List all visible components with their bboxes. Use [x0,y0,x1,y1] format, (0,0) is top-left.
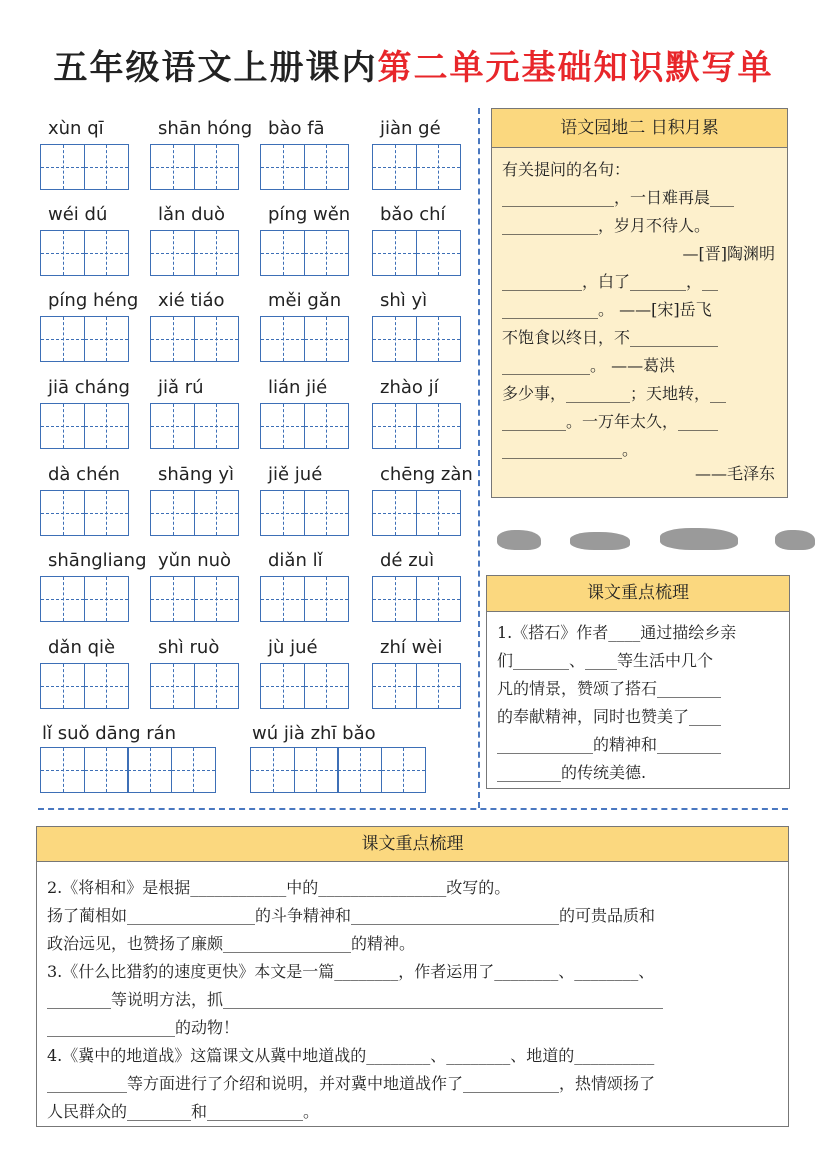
writing-cell[interactable] [304,230,349,276]
kewen-line: __________等方面进行了介绍和说明，并对冀中地道战作了____________，热情颂扬了 [47,1074,656,1093]
writing-cell[interactable] [194,663,239,709]
writing-cell[interactable] [150,490,195,536]
yuwen-line: ________。一万年太久，_____ [502,412,719,431]
writing-cell[interactable] [194,576,239,622]
pinyin-label: zhào jí [380,377,439,398]
pinyin-label: píng wěn [268,204,351,225]
pinyin-label: dǎn qiè [48,637,116,658]
writing-cell[interactable] [150,403,195,449]
writing-cell[interactable] [260,316,305,362]
writing-cell[interactable] [372,490,417,536]
writing-cell[interactable] [372,663,417,709]
yuwen-line: ____________，岁月不待人。 [502,216,711,235]
yuwen-line: ___________。 ——葛洪 [502,356,676,375]
pinyin-label: diǎn lǐ [268,550,323,571]
writing-cell[interactable] [260,576,305,622]
pinyin-label: chēng zàn [380,464,473,485]
pinyin-label: jiàn gé [380,118,441,139]
kewen-line: ____________的精神和________ [497,735,722,754]
yuwen-line: 有关提问的名句： [502,160,631,179]
writing-cell[interactable] [372,144,417,190]
pinyin-label: zhí wèi [380,637,443,658]
writing-cell[interactable] [304,576,349,622]
stone-icon [497,530,541,550]
pinyin-label: jiǎ rú [158,377,204,398]
page-title: 五年级语文上册课内第二单元基础知识默写单 [53,48,774,88]
writing-cell[interactable] [150,663,195,709]
writing-cell[interactable] [171,747,216,793]
kewen-heading: 课文重点梳理 [37,827,788,862]
kewen-line: 1.《搭石》作者____通过描绘乡亲 [497,623,737,642]
pinyin-label: lǐ suǒ dāng rán [42,723,177,744]
pinyin-label: píng héng [48,290,139,311]
yuwen-line: 不饱食以终日，不___________ [502,328,719,347]
writing-cell[interactable] [40,316,85,362]
writing-cell[interactable] [84,316,129,362]
writing-cell[interactable] [40,144,85,190]
yuwen-line: —[晋]陶渊明 [682,244,775,263]
stone-icon [775,530,815,550]
horizontal-divider [38,808,788,810]
yuwen-line: ______________，一日难再晨___ [502,188,735,207]
writing-cell[interactable] [40,663,85,709]
kewen-line: 4.《冀中的地道战》这篇课文从冀中地道战的________、________、地道的__________ [47,1046,655,1065]
kewen-line: 政治远见，也赞扬了廉颇________________的精神。 [47,934,416,953]
stone-icon [660,528,738,550]
writing-cell[interactable] [260,403,305,449]
writing-cell[interactable] [381,747,426,793]
yuwen-heading: 语文园地二 日积月累 [492,109,787,148]
writing-cell[interactable] [40,747,85,793]
writing-cell[interactable] [84,576,129,622]
kewen-line: 凡的情景，赞颂了搭石________ [497,679,722,698]
yuwen-line: _______________。 [502,440,639,459]
writing-cell[interactable] [260,490,305,536]
kewen-box-2 [36,826,789,1127]
writing-cell[interactable] [84,230,129,276]
writing-cell[interactable] [84,747,129,793]
pinyin-label: jiā cháng [48,377,130,398]
pinyin-label: xié tiáo [158,290,225,311]
writing-cell[interactable] [372,316,417,362]
writing-cell[interactable] [194,230,239,276]
writing-cell[interactable] [416,663,461,709]
writing-cell[interactable] [416,576,461,622]
kewen-line: 的奉献精神，同时也赞美了____ [497,707,722,726]
writing-cell[interactable] [194,144,239,190]
writing-cell[interactable] [150,316,195,362]
kewen-box-1 [486,575,790,789]
pinyin-label: jù jué [268,637,318,658]
yuwen-line: ____________。 ——[宋]岳飞 [502,300,712,319]
kewen-line: 人民群众的________和____________。 [47,1102,320,1121]
kewen-line: 扬了蔺相如________________的斗争精神和__________________________的可贵品质和 [47,906,656,925]
writing-cell[interactable] [416,316,461,362]
writing-cell[interactable] [416,403,461,449]
kewen-line: 2.《将相和》是根据____________中的________________改写的。 [47,878,511,897]
writing-cell[interactable] [372,576,417,622]
writing-cell[interactable] [372,230,417,276]
yuwen-line: ——毛泽东 [694,464,775,483]
kewen-heading: 课文重点梳理 [487,576,789,612]
writing-cell[interactable] [416,144,461,190]
writing-cell[interactable] [372,403,417,449]
kewen-line: 们_______、____等生活中几个 [497,651,714,670]
writing-cell[interactable] [416,490,461,536]
writing-cell[interactable] [40,490,85,536]
pinyin-label: bào fā [268,118,325,139]
writing-cell[interactable] [337,747,382,793]
writing-cell[interactable] [40,576,85,622]
pinyin-label: bǎo chí [380,204,446,225]
writing-cell[interactable] [194,316,239,362]
stone-icon [570,532,630,550]
writing-cell[interactable] [194,403,239,449]
writing-cell[interactable] [304,490,349,536]
writing-cell[interactable] [250,747,295,793]
pinyin-label: dà chén [48,464,120,485]
writing-cell[interactable] [40,403,85,449]
pinyin-label: yǔn nuò [158,550,232,571]
kewen-line: ________________的动物！ [47,1018,240,1037]
yuwen-line: __________，白了_______，__ [502,272,719,291]
pinyin-label: wú jià zhī bǎo [252,723,376,744]
pinyin-label: lián jié [268,377,328,398]
writing-cell[interactable] [260,144,305,190]
pinyin-label: dé zuì [380,550,435,571]
writing-cell[interactable] [304,316,349,362]
writing-cell[interactable] [260,230,305,276]
writing-cell[interactable] [416,230,461,276]
writing-cell[interactable] [40,230,85,276]
writing-cell[interactable] [194,490,239,536]
pinyin-label: shì ruò [158,637,220,658]
writing-cell[interactable] [150,230,195,276]
pinyin-label: jiě jué [268,464,323,485]
pinyin-label: lǎn duò [158,204,226,225]
kewen-line: ________的传统美德. [497,763,647,782]
kewen-line: ________等说明方法，抓_______________________________________________________ [47,990,664,1009]
pinyin-label: shāng yì [158,464,235,485]
kewen-line: 3.《什么比猎豹的速度更快》本文是一篇________，作者运用了________、________、 [47,962,655,981]
pinyin-label: shān hóng [158,118,253,139]
vertical-divider [478,108,480,808]
pinyin-label: shì yì [380,290,428,311]
pinyin-label: shāngliang [48,550,147,571]
writing-cell[interactable] [304,403,349,449]
pinyin-label: měi gǎn [268,290,342,311]
yuwen-line: 多少事，________；天地转，__ [502,384,727,403]
writing-cell[interactable] [150,144,195,190]
writing-cell[interactable] [84,490,129,536]
writing-cell[interactable] [84,403,129,449]
writing-cell[interactable] [84,144,129,190]
writing-cell[interactable] [127,747,172,793]
writing-cell[interactable] [84,663,129,709]
pinyin-label: wéi dú [48,204,108,225]
pinyin-label: xùn qī [48,118,104,139]
writing-cell[interactable] [304,663,349,709]
writing-cell[interactable] [294,747,339,793]
writing-cell[interactable] [304,144,349,190]
writing-cell[interactable] [260,663,305,709]
writing-cell[interactable] [150,576,195,622]
yuwen-yuandi-box [491,108,788,498]
